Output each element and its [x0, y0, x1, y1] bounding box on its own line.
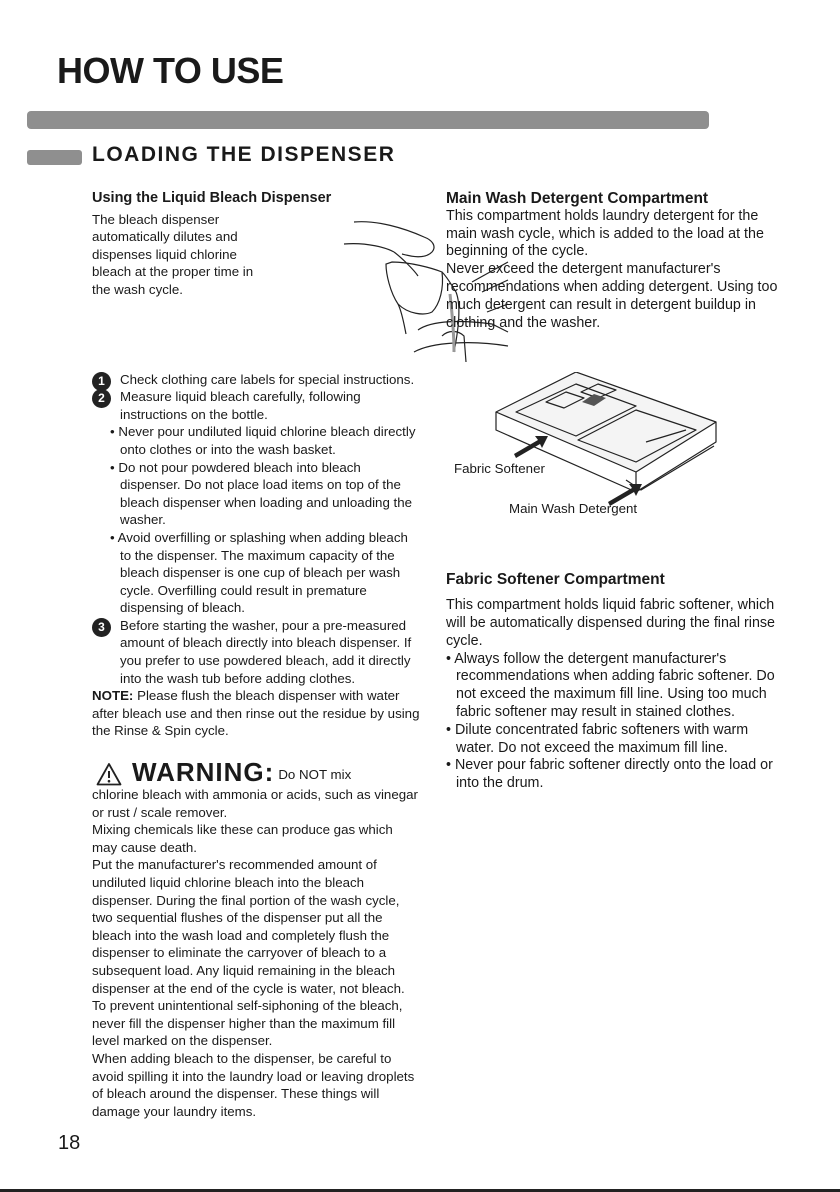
- dispenser-tray-figure: [446, 372, 786, 557]
- bleach-bullet-2: • Do not pour powdered bleach into bleach dispenser. Do not place load items on top of the bleach dispenser when loading and unloading the washer.: [110, 459, 413, 528]
- warning-paragraph-2: Mixing chemicals like these can produce gas which may cause death.: [92, 822, 393, 855]
- fabric-bullet-3: • Never pour fabric softener directly onto the load or into the drum.: [446, 757, 773, 792]
- main-wash-heading: Main Wash Detergent Compartment: [446, 190, 709, 207]
- warning-paragraph-1: chlorine bleach with ammonia or acids, such as vinegar or rust / scale remover.: [92, 787, 418, 820]
- bleach-intro-text: The bleach dispenser automatically dilutes and dispenses liquid chlorine bleach at the proper time in the wash cycle.: [92, 211, 254, 297]
- fabric-softener-text: This compartment holds liquid fabric softener, which will be automatically dispensed during the final rinse cycle.: [446, 597, 776, 649]
- warning-paragraph-4: To prevent unintentional self-siphoning of the bleach, never fill the dispenser higher than the maximum fill level marked on the dispenser.: [92, 998, 403, 1049]
- warning-header: [92, 756, 420, 786]
- section-title: LOADING THE DISPENSER: [92, 143, 396, 166]
- fabric-bullet-1: • Always follow the detergent manufacturer's recommendations when adding fabric softener. Do not exceed the maximum fill line. Using too much fabric softener may result in stained clothes.: [446, 650, 775, 720]
- warning-paragraph-5: When adding bleach to the dispenser, be careful to avoid spilling it into the laundry load or leaving droplets of bleach around the dispenser. These things will damage your laundry items.: [92, 1050, 415, 1119]
- step-number-1: 1: [92, 372, 111, 391]
- warning-paragraph-3: Put the manufacturer's recommended amount of undiluted liquid chlorine bleach into the bleach dispenser. During the final portion of the wash cycle, two sequential flushes of the dispenser put all the bleach into the wash load and completely flush the dispenser to eliminate the carryover of bleach to a subsequent load. Any liquid remaining in the bleach dispenser at the end of the cycle is water, not bleach.: [92, 857, 405, 996]
- fabric-softener-callout: Fabric Softener: [454, 461, 545, 477]
- title-divider-bar: [27, 111, 709, 129]
- page-number: 18: [58, 1132, 81, 1154]
- warning-triangle-icon: [96, 762, 122, 786]
- dispenser-tray-illustration: [486, 372, 726, 522]
- left-column: [92, 190, 420, 1120]
- main-wash-text: This compartment holds laundry detergent for the main wash cycle, which is added to the load at the beginning of the cycle.: [446, 207, 764, 260]
- section-marker-tab: [27, 150, 82, 165]
- step-1-text: Check clothing care labels for special instructions.: [120, 371, 415, 387]
- step-3: [92, 617, 420, 687]
- step-number-2: 2: [92, 389, 111, 408]
- step-3-text: Before starting the washer, pour a pre-measured amount of bleach directly into bleach dispenser. If you prefer to use powdered bleach, add it directly into the wash tub before adding clothes.: [120, 617, 412, 686]
- step-2: [92, 388, 420, 423]
- right-column: [446, 190, 786, 793]
- bleach-bullet-3: • Avoid overfilling or splashing when adding bleach to the dispenser. The maximum capacity of the bleach dispenser is one cup of bleach per wash cycle. Overfilling could result in premature dispensing of bleach.: [110, 529, 408, 616]
- bleach-bullet-1: • Never pour undiluted liquid chlorine bleach directly onto clothes or into the wash basket.: [110, 424, 416, 457]
- warning-block: [92, 756, 420, 1120]
- warning-lead: Do NOT mix: [278, 767, 352, 783]
- step-number-3: 3: [92, 618, 111, 637]
- bleach-note: [92, 687, 420, 740]
- warning-word: WARNING:: [132, 757, 275, 788]
- bleach-steps: [92, 371, 420, 740]
- step-2-text: Measure liquid bleach carefully, following instructions on the bottle.: [120, 389, 361, 422]
- note-label: NOTE:: [92, 688, 134, 704]
- page-title: HOW TO USE: [57, 50, 284, 91]
- note-text: Please flush the bleach dispenser with water after bleach use and then rinse out the residue by using the Rinse & Spin cycle.: [92, 688, 420, 739]
- main-wash-text-2: Never exceed the detergent manufacturer's recommendations when adding detergent. Using too much detergent can result in detergent buildup in clothing and the washer.: [446, 261, 778, 331]
- bleach-dispenser-heading: Using the Liquid Bleach Dispenser: [92, 190, 332, 206]
- fabric-softener-heading: Fabric Softener Compartment: [446, 571, 665, 589]
- step-1: [92, 371, 420, 389]
- fabric-bullet-2: • Dilute concentrated fabric softeners with warm water. Do not exceed the maximum fill line.: [446, 721, 749, 756]
- main-wash-callout: Main Wash Detergent: [509, 501, 638, 517]
